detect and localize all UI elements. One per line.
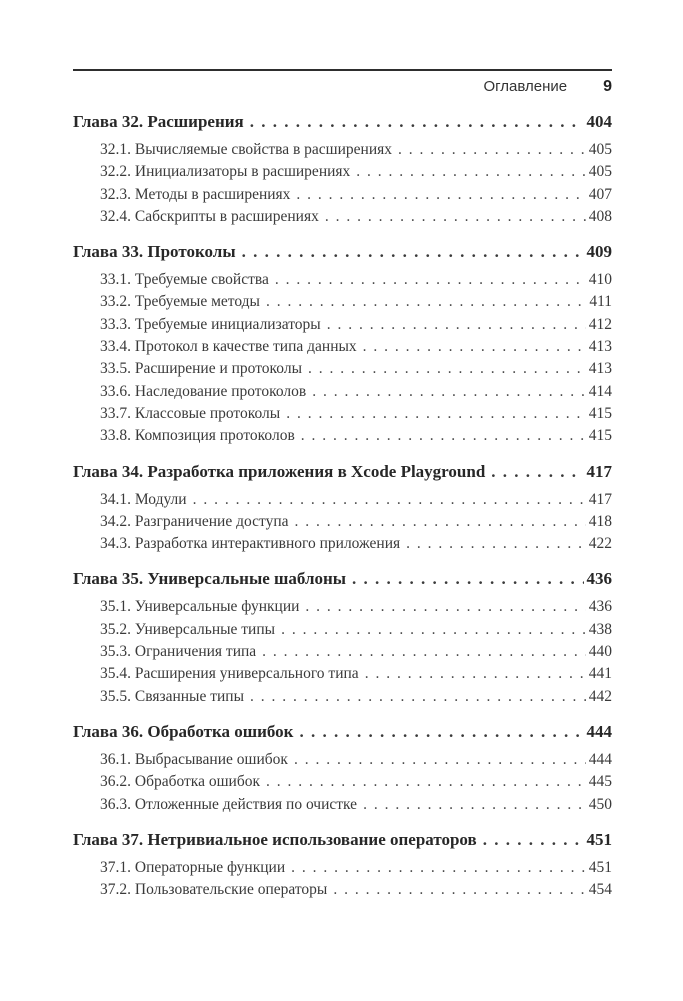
toc-entry-row [73, 291, 612, 313]
toc-entry-title: 33.8. Композиция протоколов [100, 427, 295, 445]
toc-entry-page: 405 [588, 141, 612, 158]
toc-entry-page: 445 [588, 773, 612, 791]
toc-entry-page: 412 [588, 315, 612, 333]
toc-entry-title: 33.6. Наследование протоколов [100, 382, 307, 400]
toc-entry-title: 36.1. Выбрасывание ошибок [100, 750, 288, 768]
running-head-title: Оглавление [483, 78, 568, 95]
toc-chapter-row [73, 566, 612, 592]
toc-chapter-page: 436 [586, 569, 612, 589]
toc-entry-page: 450 [588, 795, 612, 813]
toc-entry-title: 35.2. Универсальные типы [100, 620, 276, 638]
dot-leader [305, 596, 585, 618]
toc-entry-title: 32.2. Инициализаторы в расширениях [100, 163, 351, 181]
toc-entry-row [73, 771, 612, 793]
toc-entry-row [73, 857, 612, 879]
dot-leader [275, 269, 586, 291]
toc-entry-page: 436 [588, 598, 612, 616]
toc-entry-row [73, 533, 612, 555]
toc-entry-title: 32.3. Методы в расширениях [100, 185, 291, 203]
toc-entry-page: 417 [588, 490, 612, 508]
dot-leader [262, 641, 586, 663]
toc-section-ch34 [73, 459, 612, 556]
toc-chapter-title: Глава 34. Разработка приложения в Xcode Playground [73, 461, 486, 481]
dot-leader [491, 459, 583, 485]
toc-entry-page: 414 [588, 382, 612, 400]
toc-entry-title: 36.2. Обработка ошибок [100, 773, 260, 791]
toc-entry-row [73, 686, 612, 708]
toc-entry-page: 415 [588, 427, 612, 445]
toc-entry-row [73, 489, 612, 511]
toc-entry-row [73, 749, 612, 771]
dot-leader [325, 206, 586, 228]
toc-entry-page: 405 [588, 163, 612, 181]
table-of-contents [73, 109, 612, 901]
toc-entry-title: 35.4. Расширения универсального типа [100, 665, 359, 683]
dot-leader [308, 358, 586, 380]
dot-leader [327, 314, 586, 336]
toc-chapter-title: Глава 36. Обработка ошибок [73, 721, 294, 741]
toc-section-ch37 [73, 827, 612, 902]
toc-entry-page: 407 [588, 185, 612, 203]
toc-chapter-page: 404 [586, 112, 612, 131]
toc-entry-row [73, 619, 612, 641]
toc-entry-row [73, 596, 612, 618]
toc-entry-page: 438 [588, 620, 612, 638]
toc-chapter-row [73, 239, 612, 265]
dot-leader [363, 336, 586, 358]
dot-leader [333, 879, 585, 901]
toc-entry-title: 37.2. Пользовательские операторы [100, 881, 328, 899]
toc-chapter-page: 409 [586, 242, 612, 262]
dot-leader [266, 291, 586, 313]
toc-chapter-row [73, 459, 612, 485]
toc-entry-page: 410 [588, 271, 612, 289]
page-number: 9 [603, 78, 612, 95]
toc-entry-row [73, 425, 612, 447]
toc-entry-row [73, 381, 612, 403]
toc-entry-page: 411 [589, 293, 612, 311]
toc-entry-title: 37.1. Операторные функции [100, 858, 286, 876]
toc-entry-row [73, 206, 612, 228]
dot-leader [365, 663, 586, 685]
dot-leader [291, 857, 586, 879]
toc-entry-title: 35.1. Универсальные функции [100, 598, 300, 616]
toc-chapter-title: Глава 37. Нетривиальное использование операторов [73, 829, 477, 849]
dot-leader [296, 184, 585, 206]
dot-leader [266, 771, 586, 793]
toc-entry-title: 35.5. Связанные типы [100, 687, 244, 705]
dot-leader [286, 403, 586, 425]
toc-entry-page: 454 [588, 881, 612, 899]
toc-entry-row [73, 161, 612, 183]
toc-chapter-row [73, 109, 612, 135]
toc-chapter-page: 444 [586, 721, 612, 741]
toc-chapter-title: Глава 35. Универсальные шаблоны [73, 569, 347, 589]
toc-entry-title: 33.3. Требуемые инициализаторы [100, 315, 321, 333]
toc-entry-title: 34.2. Разграничение доступа [100, 512, 289, 530]
running-head [73, 78, 612, 96]
toc-entry-title: 33.4. Протокол в качестве типа данных [100, 338, 357, 356]
toc-entry-title: 32.4. Сабскрипты в расширениях [100, 207, 319, 225]
toc-entry-title: 32.1. Вычисляемые свойства в расширениях [100, 141, 393, 158]
toc-chapter-row [73, 719, 612, 745]
toc-section-ch33 [73, 239, 612, 447]
dot-leader [281, 619, 586, 641]
toc-chapter-row [73, 827, 612, 853]
toc-entry-row [73, 336, 612, 358]
dot-leader [356, 161, 585, 183]
toc-entry-row [73, 641, 612, 663]
dot-leader [193, 489, 586, 511]
dot-leader [312, 381, 586, 403]
dot-leader [352, 566, 583, 592]
dot-leader [483, 827, 584, 853]
toc-entry-title: 34.1. Модули [100, 490, 187, 508]
toc-entry-title: 36.3. Отложенные действия по очистке [100, 795, 358, 813]
toc-entry-row [73, 403, 612, 425]
toc-entry-title: 33.7. Классовые протоколы [100, 404, 281, 422]
toc-chapter-page: 417 [586, 461, 612, 481]
toc-entry-page: 413 [588, 338, 612, 356]
dot-leader [294, 749, 586, 771]
toc-entry-title: 33.1. Требуемые свойства [100, 271, 269, 289]
toc-entry-page: 415 [588, 404, 612, 422]
toc-entry-row [73, 511, 612, 533]
dot-leader [363, 794, 586, 816]
toc-section-ch35 [73, 566, 612, 707]
toc-entry-title: 34.3. Разработка интерактивного приложения [100, 535, 401, 553]
toc-entry-page: 442 [588, 687, 612, 705]
toc-chapter-page: 451 [586, 829, 612, 849]
dot-leader [242, 239, 584, 265]
toc-entry-row [73, 663, 612, 685]
toc-entry-row [73, 269, 612, 291]
toc-entry-title: 33.2. Требуемые методы [100, 293, 260, 311]
toc-entry-row [73, 358, 612, 380]
dot-leader [250, 686, 586, 708]
toc-entry-row [73, 794, 612, 816]
dot-leader [250, 109, 584, 135]
toc-entry-page: 444 [588, 750, 612, 768]
toc-entry-page: 451 [588, 858, 612, 876]
dot-leader [398, 139, 586, 161]
toc-entry-page: 441 [588, 665, 612, 683]
toc-chapter-title: Глава 33. Протоколы [73, 242, 236, 262]
dot-leader [299, 719, 583, 745]
toc-chapter-title: Глава 32. Расширения [73, 112, 244, 131]
running-head-rule [73, 69, 612, 71]
toc-entry-page: 408 [588, 207, 612, 225]
toc-entry-page: 413 [588, 360, 612, 378]
toc-section-ch36 [73, 719, 612, 816]
dot-leader [406, 533, 586, 555]
toc-section-ch32 [73, 109, 612, 228]
toc-entry-title: 33.5. Расширение и протоколы [100, 360, 302, 378]
toc-entry-page: 418 [588, 512, 612, 530]
toc-entry-page: 440 [588, 643, 612, 661]
toc-entry-row [73, 879, 612, 901]
dot-leader [301, 425, 586, 447]
toc-entry-page: 422 [588, 535, 612, 553]
toc-entry-row [73, 314, 612, 336]
toc-entry-title: 35.3. Ограничения типа [100, 643, 257, 661]
dot-leader [295, 511, 586, 533]
toc-entry-row [73, 184, 612, 206]
page-content [73, 69, 612, 901]
toc-entry-row [73, 139, 612, 161]
